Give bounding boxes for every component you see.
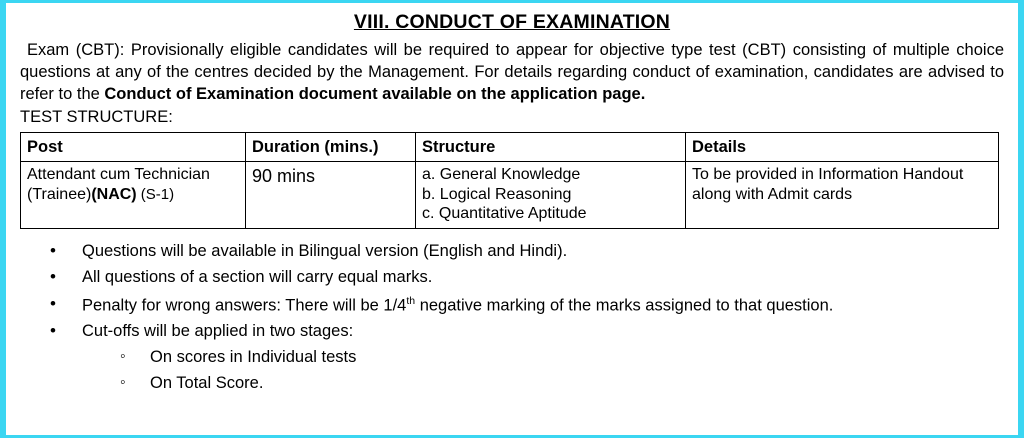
post-line-2 <box>27 185 239 205</box>
table-header-structure: Structure <box>416 132 686 161</box>
bullet-text-3-post: negative marking of the marks assigned to that question. <box>415 296 834 314</box>
table-header-duration: Duration (mins.) <box>246 132 416 161</box>
bullet-text-3-pre: Penalty for wrong answers: There will be 1/4 <box>82 296 407 314</box>
sub-bullet-text-2: On Total Score. <box>150 373 264 392</box>
test-structure-label: TEST STRUCTURE: <box>20 107 173 126</box>
cell-post <box>21 161 246 228</box>
section-heading <box>20 11 1004 34</box>
details-line-1: To be provided in Information Handout <box>692 165 964 183</box>
bullet-text-2: All questions of a section will carry equal marks. <box>82 268 433 287</box>
post-line-1: Attendant cum Technician <box>27 165 210 183</box>
table-header-details: Details <box>686 132 999 161</box>
list-item <box>46 268 1004 288</box>
list-item <box>116 374 1004 394</box>
cell-duration: 90 mins <box>246 161 416 228</box>
post-nac-text: (NAC) <box>91 185 137 203</box>
exam-paragraph <box>20 40 1004 106</box>
table-header-row <box>21 132 999 161</box>
list-item <box>46 322 1004 393</box>
bullet-text-1: Questions will be available in Bilingual version (English and Hindi). <box>82 241 568 260</box>
list-item <box>116 348 1004 368</box>
list-item <box>46 295 1004 316</box>
section-heading-text: VIII. CONDUCT OF EXAMINATION <box>353 11 671 33</box>
test-structure-table <box>20 132 999 229</box>
post-grade-text: (S-1) <box>136 185 175 203</box>
details-line-2: along with Admit cards <box>692 185 853 203</box>
bullet-text-3-sup: th <box>406 294 416 307</box>
structure-item-b: b. Logical Reasoning <box>422 185 572 203</box>
bullet-text-4: Cut-offs will be applied in two stages: <box>82 322 354 341</box>
notes-bullet-list <box>20 242 1004 394</box>
document-body <box>6 3 1018 394</box>
table-header-post: Post <box>21 132 246 161</box>
table-row <box>21 161 999 228</box>
sub-bullet-text-1: On scores in Individual tests <box>150 348 357 367</box>
list-item <box>46 242 1004 262</box>
exam-paragraph-bold: Conduct of Examination document available on the application page. <box>104 84 646 103</box>
cell-structure <box>416 161 686 228</box>
exam-paragraph-text: Exam (CBT): Provisionally eligible candidates will be required to appear for objective type test (CBT) consisting of multiple choice questions at any of the centres decided by the Management. For details regarding conduct of examination, candidates are advised to refer to the <box>20 41 1004 103</box>
post-trainee-text: (Trainee) <box>27 185 92 203</box>
structure-item-a: a. General Knowledge <box>422 165 581 183</box>
cutoff-sub-list <box>82 348 1004 394</box>
structure-item-c: c. Quantitative Aptitude <box>422 205 587 223</box>
cell-details <box>686 161 999 228</box>
